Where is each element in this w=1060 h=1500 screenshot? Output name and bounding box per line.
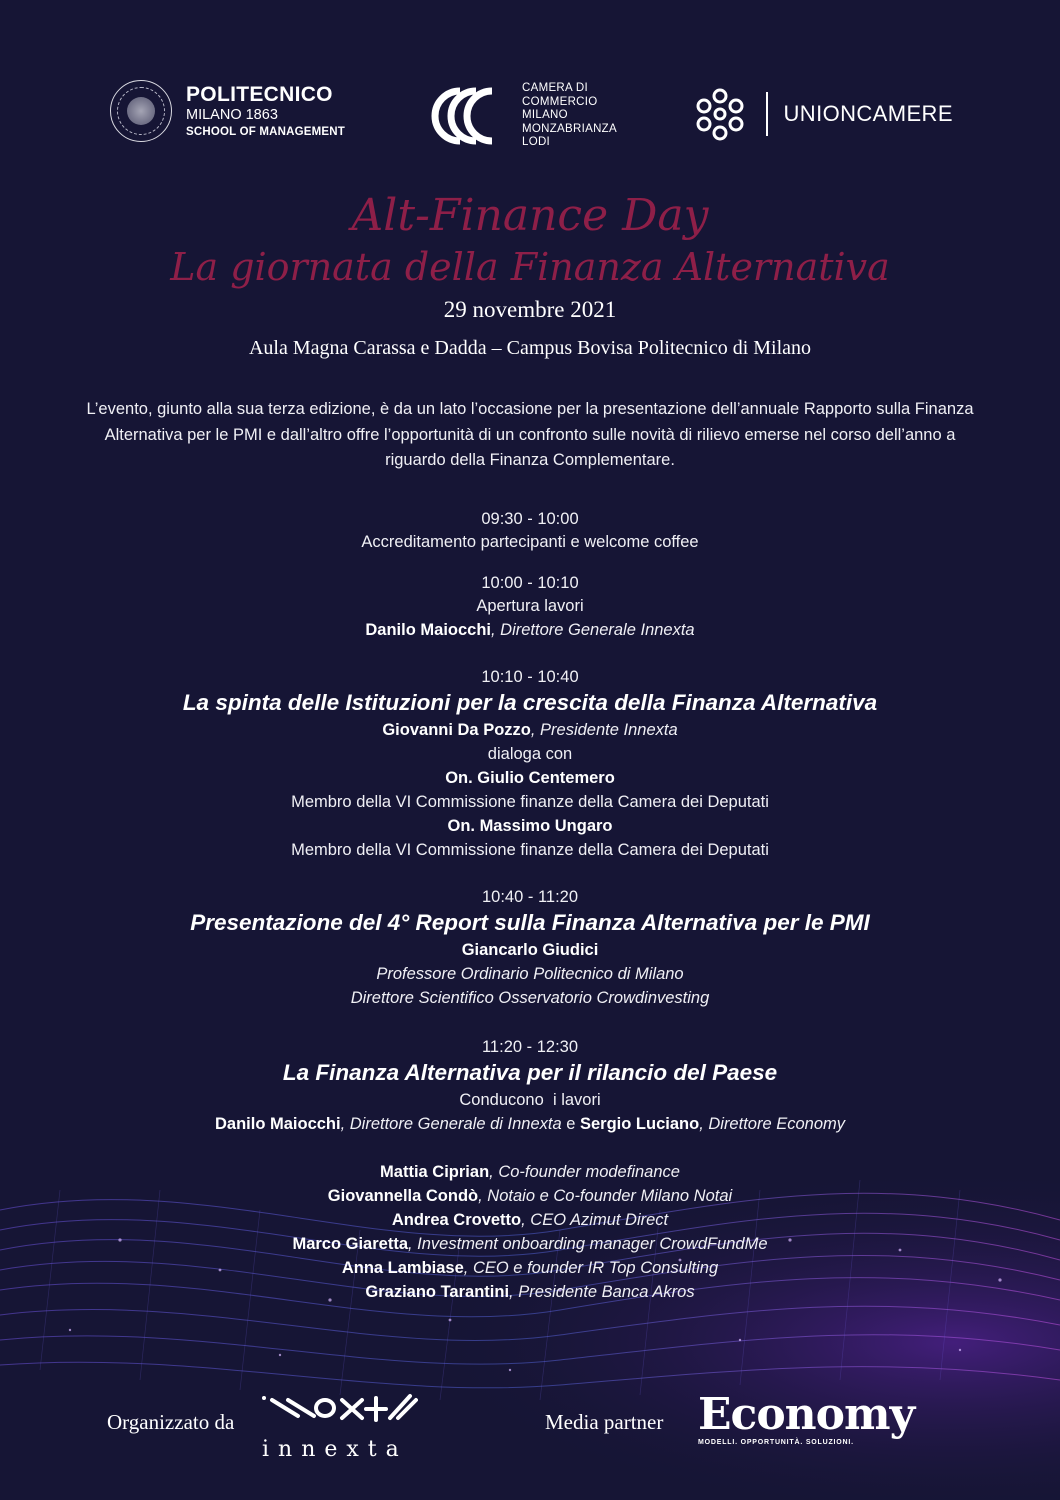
agenda-session-2 (0, 572, 1060, 642)
panelist-role: , CEO e founder IR Top Consulting (463, 1259, 719, 1277)
ccc-line-3: MILANO (522, 109, 568, 121)
panelist-line (0, 1208, 1060, 1232)
guest-name: On. Giulio Centemero (445, 769, 615, 787)
panelist-line (0, 1256, 1060, 1280)
innexta-logo (258, 1390, 418, 1462)
organized-by-label: Organizzato da (107, 1410, 235, 1434)
logo-bar (0, 76, 1060, 156)
session-title: La spinta delle Istituzioni per la crescita della Finanza Alternativa (182, 690, 878, 715)
agenda-session-4 (0, 886, 1060, 1010)
intro-paragraph: L’evento, giunto alla sua terza edizione, è da un lato l’occasione per la presentazione dell’annuale Rapporto sulla Finanza Alternativa per le PMI e dall’altro offre l’opportunità di un confronto sulle novità di rilievo emerse nel corso dell’anno a riguardo della Finanza Complementare. (86, 400, 974, 469)
polimi-name: POLITECNICO (186, 82, 333, 106)
guest-role: Membro della VI Commissione finanze della Camera dei Deputati (291, 841, 769, 859)
session-time: 10:00 - 10:10 (481, 574, 579, 592)
unioncamere-knot-icon (692, 86, 748, 142)
panelist-role: , CEO Azimut Direct (521, 1211, 669, 1229)
panelist-role: , Co-founder modefinance (489, 1163, 680, 1181)
ccc-line-4: MONZABRIANZA (522, 122, 617, 135)
event-subtitle: La giornata della Finanza Alternativa (170, 245, 890, 289)
polimi-seal-icon (110, 80, 172, 142)
unioncamere-name: UNIONCAMERE (783, 101, 953, 126)
economy-wordmark: Economy (698, 1389, 915, 1440)
session-time: 10:40 - 11:20 (481, 888, 579, 906)
event-date: 29 novembre 2021 (443, 297, 617, 322)
panelist-role: , Investment onboarding manager CrowdFundMe (408, 1235, 768, 1253)
unioncamere-divider (766, 92, 768, 136)
session-time: 09:30 - 10:00 (481, 510, 579, 528)
media-partner-label: Media partner (545, 1410, 664, 1434)
innexta-wordmark: innexta (262, 1437, 408, 1462)
session-description: Apertura lavori (476, 597, 584, 615)
agenda-session-1 (0, 508, 1060, 554)
panelist-name: Anna Lambiase (341, 1259, 464, 1277)
panelist-role: , Notaio e Co-founder Milano Notai (478, 1187, 733, 1205)
connector-text: dialoga con (487, 745, 573, 763)
economy-logo (698, 1389, 915, 1446)
innexta-mark-icon (258, 1390, 418, 1426)
panelist-role: , Presidente Banca Akros (509, 1283, 695, 1301)
agenda (0, 508, 1060, 1304)
event-title: Alt-Finance Day (351, 190, 709, 241)
session-lead: Conducono i lavori (459, 1091, 601, 1109)
speaker-name: Giancarlo Giudici (461, 941, 599, 959)
speaker-role: Professore Ordinario Politecnico di Milano (376, 965, 684, 983)
session-time: 11:20 - 12:30 (481, 1038, 579, 1056)
camera-commercio-logo (430, 82, 617, 150)
agenda-session-5 (0, 1036, 1060, 1304)
panelist-line (0, 1232, 1060, 1256)
panelist-line (0, 1184, 1060, 1208)
panelist-line (0, 1280, 1060, 1304)
panelist-name: Giovannella Condò (327, 1187, 479, 1205)
session-description: Accreditamento partecipanti e welcome coffee (361, 533, 699, 551)
speaker-role: , Presidente Innexta (530, 721, 678, 739)
host-role: , Direttore Economy (699, 1115, 845, 1133)
host-name: Danilo Maiocchi (214, 1115, 341, 1133)
host-connector: e (561, 1115, 580, 1133)
speaker-role: , Direttore Generale Innexta (491, 621, 695, 639)
host-name: Sergio Luciano (580, 1115, 700, 1133)
agenda-session-3 (0, 666, 1060, 862)
ccc-line-5: LODI (522, 136, 551, 148)
session-title: Presentazione del 4° Report sulla Finanza Alternativa per le PMI (190, 910, 870, 935)
economy-tagline: MODELLI. OPPORTUNITÀ. SOLUZIONI. (698, 1439, 854, 1446)
ccc-mark-icon (430, 85, 502, 147)
guest-name: On. Massimo Ungaro (447, 817, 613, 835)
session-title: La Finanza Alternativa per il rilancio del Paese (282, 1060, 778, 1085)
host-role: , Direttore Generale di Innexta (340, 1115, 562, 1133)
panelist-name: Mattia Ciprian (380, 1163, 490, 1181)
speaker-name: Giovanni Da Pozzo (382, 721, 531, 739)
event-venue: Aula Magna Carassa e Dadda – Campus Bovisa Politecnico di Milano (248, 337, 812, 359)
panelist-name: Marco Giaretta (292, 1235, 408, 1253)
polimi-logo (110, 80, 345, 142)
speaker-name: Danilo Maiocchi (365, 621, 491, 639)
guest-role: Membro della VI Commissione finanze della Camera dei Deputati (291, 793, 769, 811)
speaker-line (0, 618, 1060, 642)
polimi-school: SCHOOL OF MANAGEMENT (186, 126, 346, 139)
ccc-line-1: CAMERA DI (522, 82, 588, 94)
speaker-line (0, 718, 1060, 742)
panelist-name: Andrea Crovetto (391, 1211, 522, 1229)
panelist-line (0, 1160, 1060, 1184)
polimi-sub: MILANO 1863 (186, 106, 278, 123)
session-time: 10:10 - 10:40 (481, 668, 579, 686)
hosts-line (0, 1112, 1060, 1136)
ccc-line-2: COMMERCIO (522, 95, 598, 108)
unioncamere-logo (692, 86, 953, 142)
speaker-role: Direttore Scientifico Osservatorio Crowdinvesting (350, 989, 710, 1007)
panelist-name: Graziano Tarantini (365, 1283, 510, 1301)
